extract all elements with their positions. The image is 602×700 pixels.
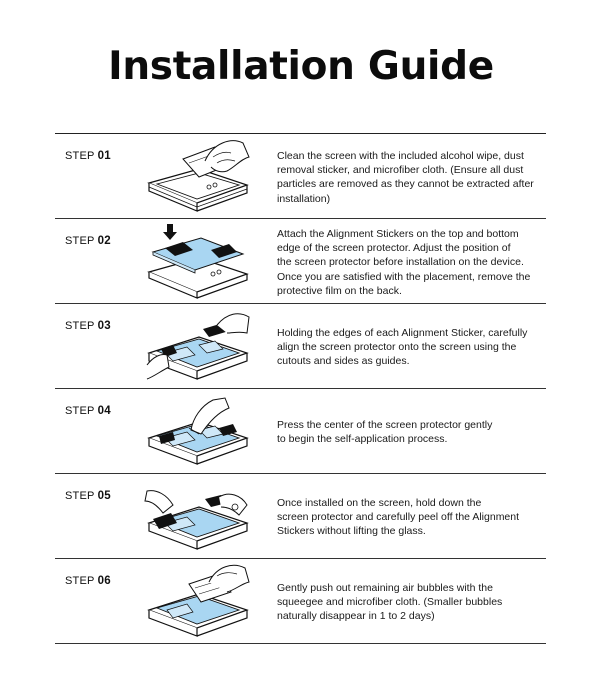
step-number: 05 — [97, 490, 111, 502]
step-word: STEP — [65, 490, 95, 502]
step-word: STEP — [65, 405, 95, 417]
step-03 — [55, 304, 546, 389]
step-label — [65, 320, 111, 332]
step-description: Holding the edges of each Alignment Sticker, carefully align the screen protector onto the screen using the cutouts and sides as guides. — [277, 327, 528, 368]
clean-screen-icon — [143, 137, 253, 215]
attach-stickers-icon — [143, 222, 253, 300]
page-title: Installation Guide — [108, 44, 494, 89]
step-number: 02 — [97, 235, 111, 247]
step-01 — [55, 134, 546, 219]
step-number: 04 — [97, 405, 111, 417]
step-description: Press the center of the screen protector gently to begin the self-application process. — [277, 419, 493, 446]
step-label — [65, 150, 111, 162]
step-description: Attach the Alignment Stickers on the top and bottom edge of the screen protector. Adjust the position of the screen protector before installation on the device. Once you are satisfied with the placement, remove the protective film on the back. — [277, 228, 531, 297]
step-05 — [55, 474, 546, 559]
steps-list — [55, 133, 546, 644]
step-word: STEP — [65, 575, 95, 587]
step-04 — [55, 389, 546, 474]
step-description: Clean the screen with the included alcohol wipe, dust removal sticker, and microfiber cloth. (Ensure all dust particles are removed as they cannot be extracted after installation) — [277, 150, 534, 205]
step-word: STEP — [65, 320, 95, 332]
align-protector-icon — [143, 307, 253, 385]
step-06 — [55, 559, 546, 644]
peel-stickers-icon — [143, 477, 253, 555]
step-word: STEP — [65, 235, 95, 247]
step-number: 01 — [97, 150, 111, 162]
step-word: STEP — [65, 150, 95, 162]
step-number: 03 — [97, 320, 111, 332]
step-number: 06 — [97, 575, 111, 587]
step-description: Once installed on the screen, hold down the screen protector and carefully peel off the Alignment Stickers without lifting the glass. — [277, 497, 520, 538]
step-description: Gently push out remaining air bubbles with the squeegee and microfiber cloth. (Smaller bubbles naturally disappear in 1 to 2 days) — [277, 582, 503, 623]
step-label — [65, 575, 111, 587]
step-label — [65, 405, 111, 417]
step-label — [65, 490, 111, 502]
step-label — [65, 235, 111, 247]
squeegee-bubbles-icon — [143, 562, 253, 640]
press-center-icon — [143, 392, 253, 470]
step-02 — [55, 219, 546, 304]
